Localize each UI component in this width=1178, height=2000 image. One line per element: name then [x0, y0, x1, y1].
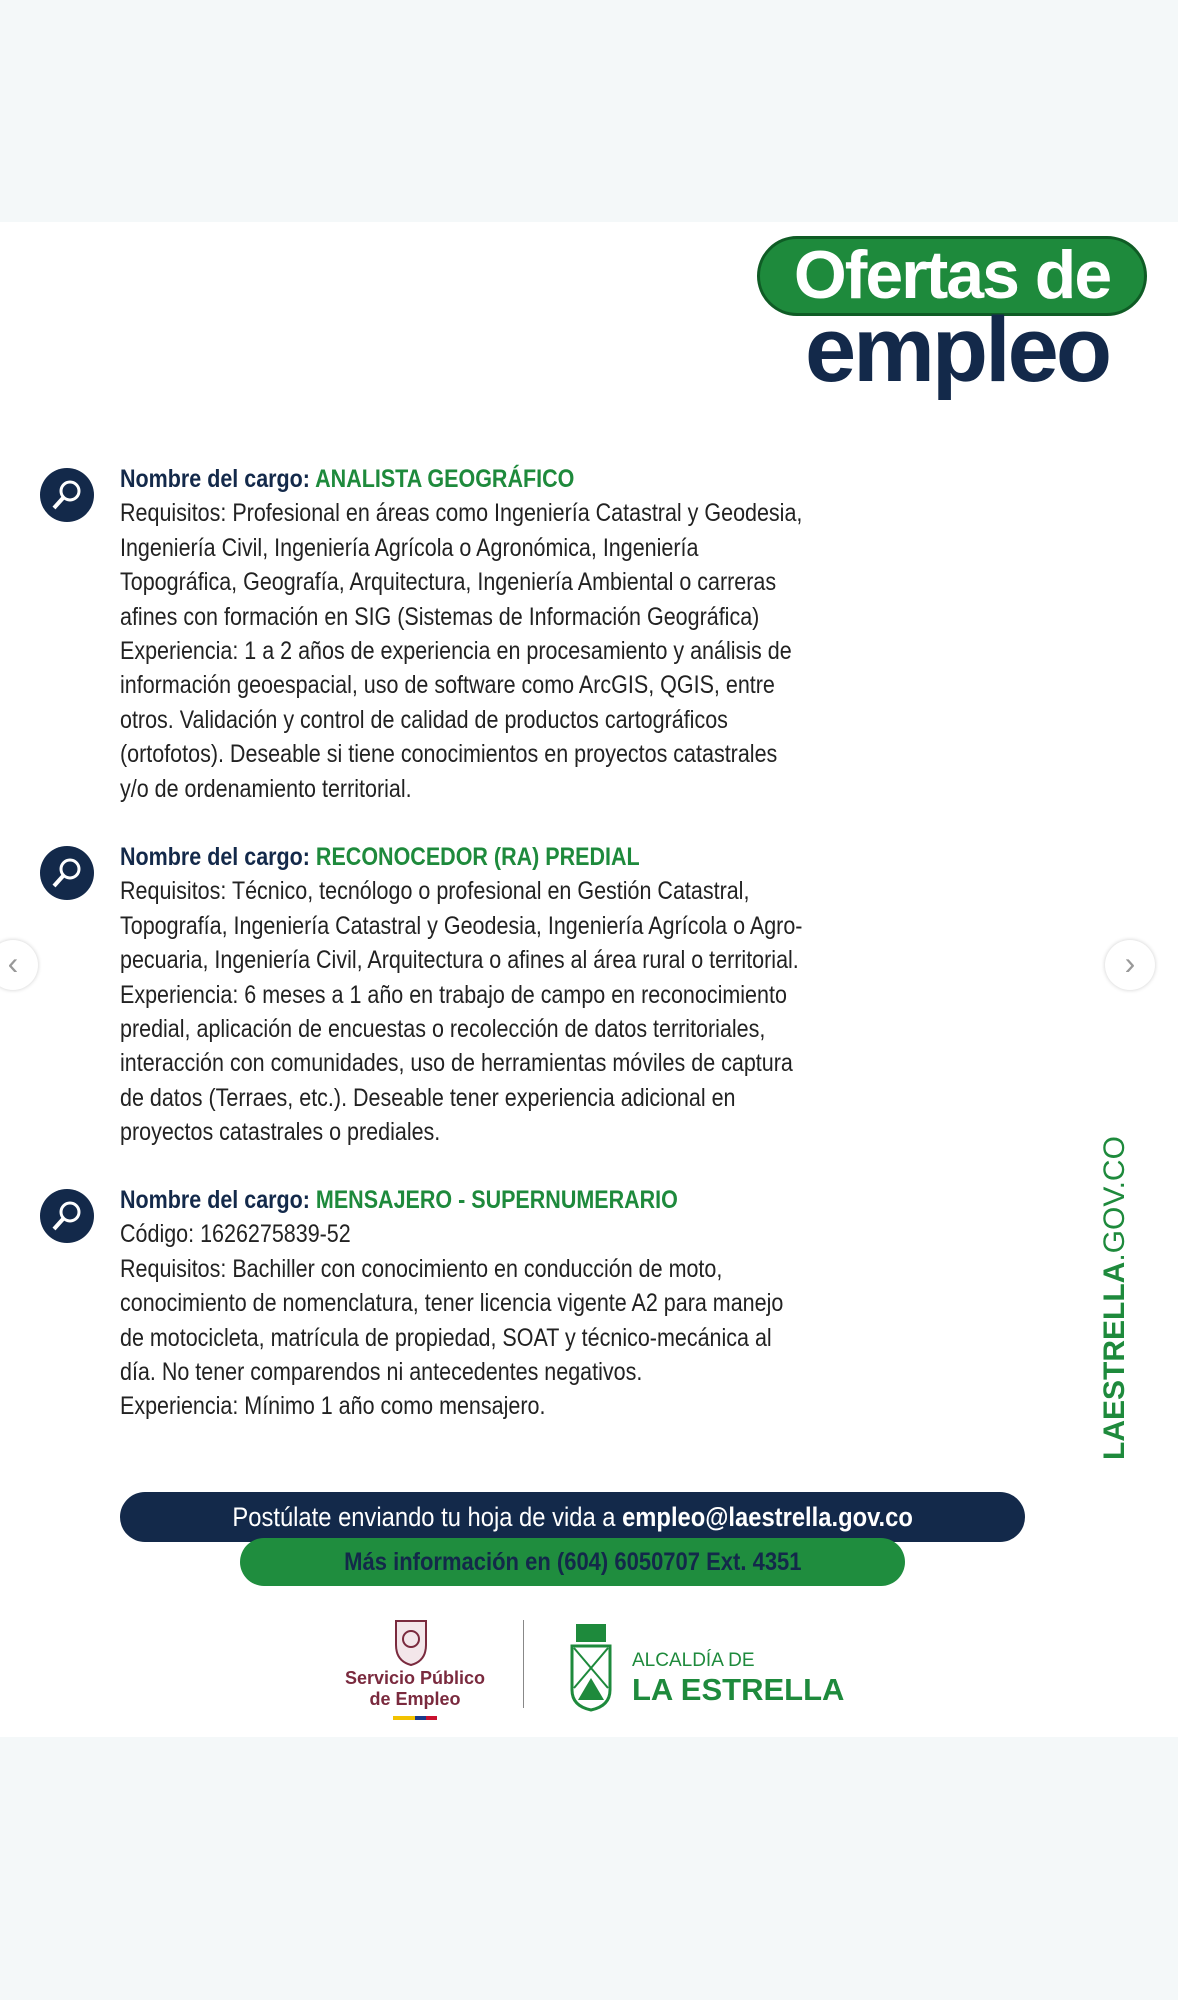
job-detail-line: Experiencia: 1 a 2 años de experiencia en procesamiento y análisis de — [120, 637, 792, 666]
job-detail-line: Requisitos: Técnico, tecnólogo o profesional en Gestión Catastral, — [120, 877, 750, 906]
job-detail-line: Requisitos: Bachiller con conocimiento en conducción de moto, — [120, 1254, 723, 1283]
job-title: Nombre del cargo: RECONOCEDOR (RA) PREDIAL — [120, 843, 640, 871]
job-title: Nombre del cargo: MENSAJERO - SUPERNUMERARIO — [120, 1186, 678, 1214]
website-vertical: LAESTRELLA.GOV.CO — [1098, 1136, 1131, 1460]
apply-text: Postúlate enviando tu hoja de vida a — [232, 1502, 622, 1532]
job-detail-line: predial, aplicación de encuestas o recolección de datos territoriales, — [120, 1015, 766, 1044]
title-badge: Ofertas de — [757, 236, 1147, 316]
job-detail-line: Topografía, Ingeniería Catastral y Geodesia, Ingeniería Agrícola o Agro- — [120, 911, 803, 940]
job-detail-line: Topográfica, Geografía, Arquitectura, Ingeniería Ambiental o carreras — [120, 568, 777, 597]
job-detail-line: de datos (Terraes, etc.). Deseable tener experiencia adicional en — [120, 1083, 736, 1112]
magnifier-icon — [40, 1189, 94, 1243]
job-detail-line: Experiencia: Mínimo 1 año como mensajero. — [120, 1392, 546, 1421]
apply-email[interactable]: empleo@laestrella.gov.co — [621, 1502, 913, 1532]
job-detail-line: de motocicleta, matrícula de propiedad, SOAT y técnico-mecánica al — [120, 1323, 772, 1352]
job-detail-line: interacción con comunidades, uso de herramientas móviles de captura — [120, 1049, 793, 1078]
job-title: Nombre del cargo: ANALISTA GEOGRÁFICO — [120, 465, 575, 493]
alcaldia-logo-text: ALCALDÍA DE LA ESTRELLA — [632, 1650, 845, 1707]
job-detail-line: pecuaria, Ingeniería Civil, Arquitectura o afines al área rural o territorial. — [120, 946, 799, 975]
job-detail-line: y/o de ordenamiento territorial. — [120, 774, 412, 803]
job-detail-line: información geoespacial, uso de software como ArcGIS, QGIS, entre — [120, 671, 775, 700]
job-detail-line: Ingeniería Civil, Ingeniería Agrícola o Agronómica, Ingeniería — [120, 533, 699, 562]
prev-arrow-button[interactable]: ‹ — [0, 940, 38, 990]
apply-banner — [120, 1492, 1025, 1542]
next-arrow-button[interactable]: › — [1105, 940, 1155, 990]
logo-divider — [523, 1620, 524, 1708]
job-detail-line: día. No tener comparendos ni antecedentes negativos. — [120, 1358, 643, 1387]
job-detail-line: (ortofotos). Deseable si tiene conocimientos en proyectos catastrales — [120, 740, 778, 769]
job-detail-line: Experiencia: 6 meses a 1 año en trabajo de campo en reconocimiento — [120, 980, 787, 1009]
job-detail-line: conocimiento de nomenclatura, tener licencia vigente A2 para manejo — [120, 1289, 784, 1318]
la-estrella-shield-icon — [566, 1620, 616, 1712]
info-banner — [240, 1538, 905, 1586]
magnifier-icon — [40, 846, 94, 900]
job-detail-line: otros. Validación y control de calidad de productos cartográficos — [120, 705, 728, 734]
colombia-coat-of-arms-icon — [388, 1615, 434, 1667]
job-detail-line: Código: 1626275839-52 — [120, 1220, 351, 1249]
info-text: Más información en (604) 6050707 Ext. 4351 — [343, 1548, 802, 1576]
spe-logo-text: Servicio Público de Empleo — [335, 1668, 495, 1720]
job-detail-line: afines con formación en SIG (Sistemas de Información Geográfica) — [120, 602, 760, 631]
job-detail-line: Requisitos: Profesional en áreas como Ingeniería Catastral y Geodesia, — [120, 499, 803, 528]
job-detail-line: proyectos catastrales o prediales. — [120, 1118, 441, 1147]
title-empleo: empleo — [804, 299, 1110, 401]
magnifier-icon — [40, 468, 94, 522]
